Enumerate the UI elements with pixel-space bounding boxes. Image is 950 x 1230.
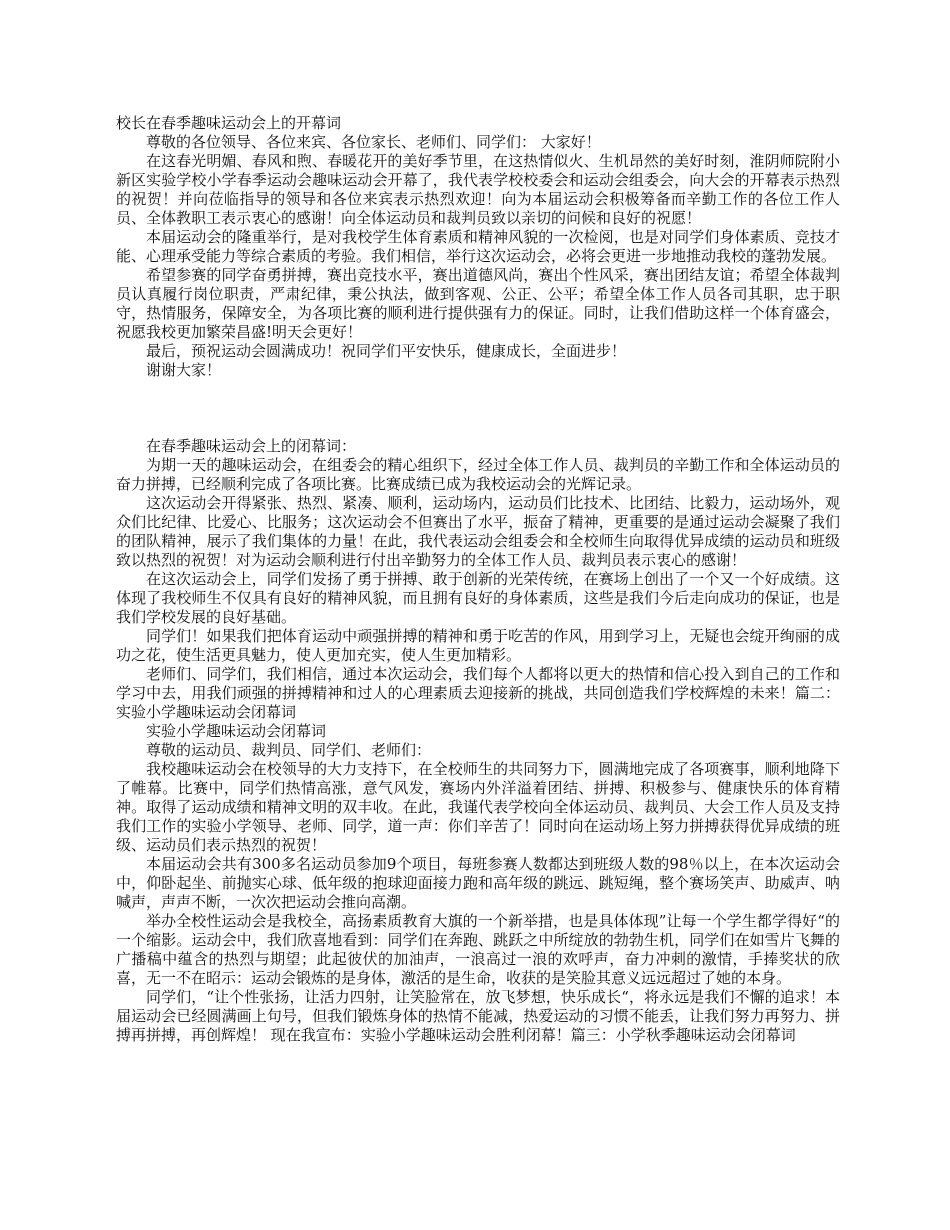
paragraph: 本届运动会共有300多名运动员参加9个项目，每班参赛人数都达到班级人数的98％以上，在本次运动会中，仰卧起坐、前抛实心球、低年级的抱球迎面接力跑和高年级的跳远、跳短绳，整个赛场笑声、助威声、呐喊声，声声不断，一次次把运动会推向高潮。: [116, 855, 840, 911]
paragraph: 老师们、同学们，我们相信，通过本次运动会，我们每个人都将以更大的热情和信心投入到自己的工作和学习中去，用我们顽强的拼搏精神和过人的心理素质去迎接新的挑战，共同创造我们学校辉煌的未来！篇二：实验小学趣味运动会闭幕词: [116, 665, 840, 721]
section-heading: 在春季趣味运动会上的闭幕词：: [146, 437, 357, 455]
section-spacer: [116, 380, 840, 437]
paragraph: 举办全校性运动会是我校全，高扬素质教育大旗的一个新举措，也是具体体现”让每一个学生都学得好“的一个缩影。运动会中，我们欣喜地看到：同学们在奔跑、跳跃之中所绽放的勃勃生机，同学们在如雪片飞舞的广播稿中蕴含的热烈与期望；此起彼伏的加油声，一浪高过一浪的欢呼声，奋力冲刺的激情，手捧奖状的欣喜，无一不在昭示：运动会锻炼的是身体，激活的是生命，收获的是笑脸其意义远远超过了她的本身。: [116, 912, 840, 987]
paragraph: 同学们！如果我们把体育运动中顽强拼搏的精神和勇于吃苦的作风，用到学习上，无疑也会绽开绚丽的成功之花，使生活更具魅力，使人更加充实，使人生更加精彩。: [116, 627, 840, 664]
paragraph: 最后，预祝运动会圆满成功！祝同学们平安快乐，健康成长，全面进步！: [146, 342, 627, 360]
paragraph: 本届运动会的隆重举行，是对我校学生体育素质和精神风貌的一次检阅，也是对同学们身体素质、竞技才能、心理承受能力等综合素质的考验。我们相信，举行这次运动会，必将会更进一步地推动我校的蓬勃发展。: [116, 228, 840, 265]
paragraph: 这次运动会开得紧张、热烈、紧凑、顺利，运动场内，运动员们比技术、比团结、比毅力，运动场外，观众们比纪律、比爱心、比服务；这次运动会不但赛出了水平，振奋了精神，更重要的是通过运动会凝聚了我们的团队精神，展示了我们集体的力量！在此，我代表运动会组委会和全校师生向取得优异成绩的运动员和班级致以热烈的祝贺！对为运动会顺利进行付出辛勤努力的全体工作人员、裁判员表示衷心的感谢！: [116, 494, 840, 569]
paragraph: 谢谢大家！: [146, 361, 222, 379]
paragraph: 同学们，“让个性张扬，让活力四射，让笑脸常在，放飞梦想，快乐成长“，将永远是我们不懈的追求！本届运动会已经圆满画上句号，但我们锻炼身体的热情不能减，热爱运动的习惯不能丢，让我们努力再努力、拼搏再拼搏，再创辉煌！ 现在我宣布：实验小学趣味运动会胜利闭幕！篇三：小学秋季趣味运动会闭幕词: [116, 988, 840, 1044]
section-heading: 实验小学趣味运动会闭幕词: [146, 722, 327, 740]
paragraph: 为期一天的趣味运动会，在组委会的精心组织下，经过全体工作人员、裁判员的辛勤工作和全体运动员的奋力拼搏，已经顺利完成了各项比赛。比赛成绩已成为我校运动会的光辉记录。: [116, 456, 840, 493]
opening-speech: [116, 133, 840, 380]
paragraph: 我校趣味运动会在校领导的大力支持下，在全校师生的共同努力下，圆满地完成了各项赛事，顺利地降下了帷幕。比赛中，同学们热情高涨，意气风发，赛场内外洋溢着团结、拼搏、积极参与、健康快乐的体育精神。取得了运动成绩和精神文明的双丰收。在此，我谨代表学校向全体运动员、裁判员、大会工作人员及支持我们工作的实验小学领导、老师、同学，道一声：你们辛苦了！同时向在运动场上努力拼搏获得优异成绩的班级、运动员们表示热烈的祝贺！: [116, 760, 840, 854]
paragraph: 尊敬的各位领导、各位来宾、各位家长、老师们、同学们： 大家好！: [146, 133, 601, 151]
salutation: 尊敬的运动员、裁判员、同学们、老师们：: [146, 741, 432, 759]
paragraph: 希望参赛的同学奋勇拼搏，赛出竞技水平，赛出道德风尚，赛出个性风采，赛出团结友谊；希望全体裁判员认真履行岗位职责，严肃纪律，秉公执法，做到客观、公正、公平；希望全体工作人员各司其职，忠于职守，热情服务，保障安全，为各项比赛的顺利进行提供强有力的保证。同时，让我们借助这样一个体育盛会，祝愿我校更加繁荣昌盛!明天会更好！: [116, 266, 840, 341]
closing-speech: [116, 437, 840, 1045]
paragraph: 在这春光明媚、春风和煦、春暖花开的美好季节里，在这热情似火、生机昂然的美好时刻，淮阴师院附小新区实验学校小学春季运动会趣味运动会开幕了，我代表学校校委会和运动会组委会，向大会的开幕表示热烈的祝贺！并向莅临指导的领导和各位来宾表示热烈欢迎！向为本届运动会积极筹备而辛勤工作的各位工作人员、全体教职工表示衷心的感谢！向全体运动员和裁判员致以亲切的问候和良好的祝愿！: [116, 152, 840, 227]
paragraph: 在这次运动会上，同学们发扬了勇于拼搏、敢于创新的光荣传统，在赛场上创出了一个又一个好成绩。这体现了我校师生不仅具有良好的精神风貌，而且拥有良好的身体素质，这些是我们今后走向成功的保证，也是我们学校发展的良好基础。: [116, 570, 840, 626]
document-title: 校长在春季趣味运动会上的开幕词: [116, 114, 342, 132]
